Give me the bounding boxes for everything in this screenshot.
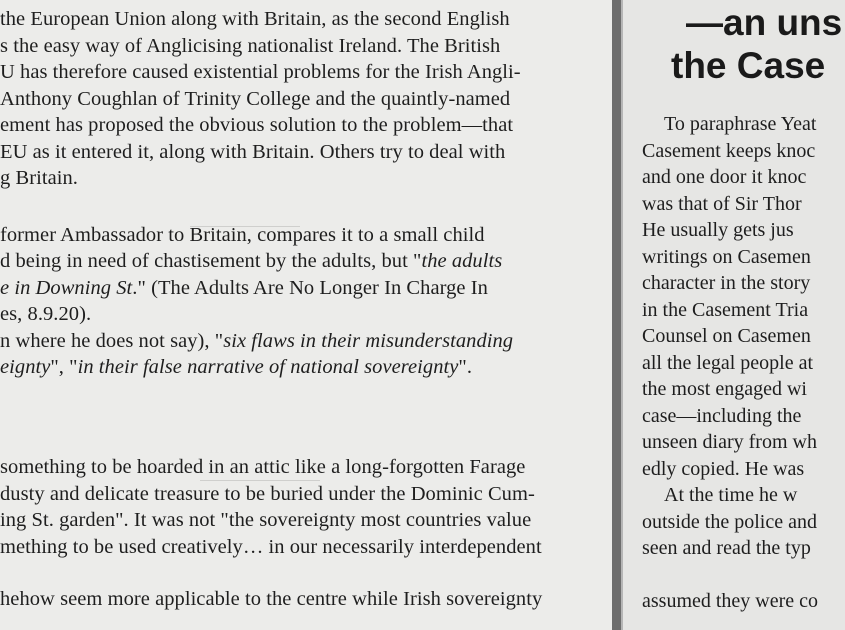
right-text-line: outside the police and (642, 511, 817, 533)
left-text-line (0, 455, 612, 479)
right-text-column (623, 0, 845, 630)
left-text-line (0, 113, 612, 137)
text-segment: former Ambassador to Britain, compares it to a small child (0, 224, 485, 246)
right-text-line: Counsel on Casemen (642, 325, 811, 347)
italic-quote: in their false narrative of national sovereignty (77, 356, 459, 378)
text-segment: EU as it entered it, along with Britain. Others try to deal with (0, 141, 506, 163)
text-segment: ement has proposed the obvious solution to the problem—that (0, 114, 514, 136)
text-segment: n where he does not say), " (0, 330, 224, 352)
right-text-line: the most engaged wi (642, 378, 807, 400)
right-text-line: writings on Casemen (642, 246, 811, 268)
italic-quote: eignty (0, 356, 51, 378)
left-text-line (0, 60, 612, 84)
text-segment: Anthony Coughlan of Trinity College and the quaintly-named (0, 88, 511, 110)
left-text-line (0, 166, 612, 190)
left-text-line (0, 7, 612, 31)
text-segment: hehow seem more applicable to the centre while Irish sovereignty (0, 588, 543, 610)
text-segment: the European Union along with Britain, as the second English (0, 8, 510, 30)
left-text-line (0, 87, 612, 111)
italic-quote: e in Downing St (0, 277, 133, 299)
right-text-line: To paraphrase Yeat (664, 113, 817, 135)
right-text-line: unseen diary from wh (642, 431, 817, 453)
left-text-line (0, 249, 612, 273)
right-text-line: character in the story (642, 272, 811, 294)
right-text-line: assumed they were co (642, 590, 819, 612)
left-text-line (0, 508, 612, 532)
right-text-line: all the legal people at (642, 352, 814, 374)
right-text-line: edly copied. He was (642, 458, 805, 480)
text-segment: ". (458, 356, 473, 378)
italic-quote: six flaws in their misunderstanding (223, 330, 514, 352)
left-text-line (0, 223, 612, 247)
article-heading-line-2: the Case (671, 45, 826, 86)
text-segment: s the easy way of Anglicising nationalist Ireland. The British (0, 35, 501, 57)
right-text-line: seen and read the typ (642, 537, 811, 559)
left-text-line (0, 140, 612, 164)
text-segment: ", " (50, 356, 78, 378)
text-segment: dusty and delicate treasure to be buried under the Dominic Cum- (0, 483, 535, 505)
left-text-line (0, 482, 612, 506)
left-text-line (0, 34, 612, 58)
left-text-line (0, 276, 612, 300)
left-text-line (0, 355, 612, 379)
text-segment: g Britain. (0, 167, 78, 189)
text-segment: ." (The Adults Are No Longer In Charge In (132, 277, 488, 299)
left-text-line (0, 302, 612, 326)
italic-quote: the adults (421, 250, 503, 272)
right-text-line: At the time he w (664, 484, 798, 506)
right-text-line: in the Casement Tria (642, 299, 809, 321)
bleed-through-rule (200, 480, 320, 481)
left-text-line (0, 535, 612, 559)
right-text-line: and one door it knoc (642, 166, 807, 188)
text-segment: d being in need of chastisement by the adults, but " (0, 250, 422, 272)
left-text-line (0, 329, 612, 353)
text-segment: es, 8.9.20). (0, 303, 92, 325)
text-segment: mething to be used creatively… in our necessarily interdependent (0, 536, 542, 558)
right-text-line: He usually gets jus (642, 219, 794, 241)
text-segment: ing St. garden". It was not "the sovereignty most countries value (0, 509, 532, 531)
right-text-line: case—including the (642, 405, 802, 427)
article-heading-line-1: —an uns (686, 2, 843, 43)
left-text-line (0, 587, 612, 611)
text-segment: U has therefore caused existential problems for the Irish Angli- (0, 61, 521, 83)
right-text-line: Casement keeps knoc (642, 140, 816, 162)
text-segment: something to be hoarded in an attic like a long-forgotten Farage (0, 456, 526, 478)
right-text-line: was that of Sir Thor (642, 193, 802, 215)
